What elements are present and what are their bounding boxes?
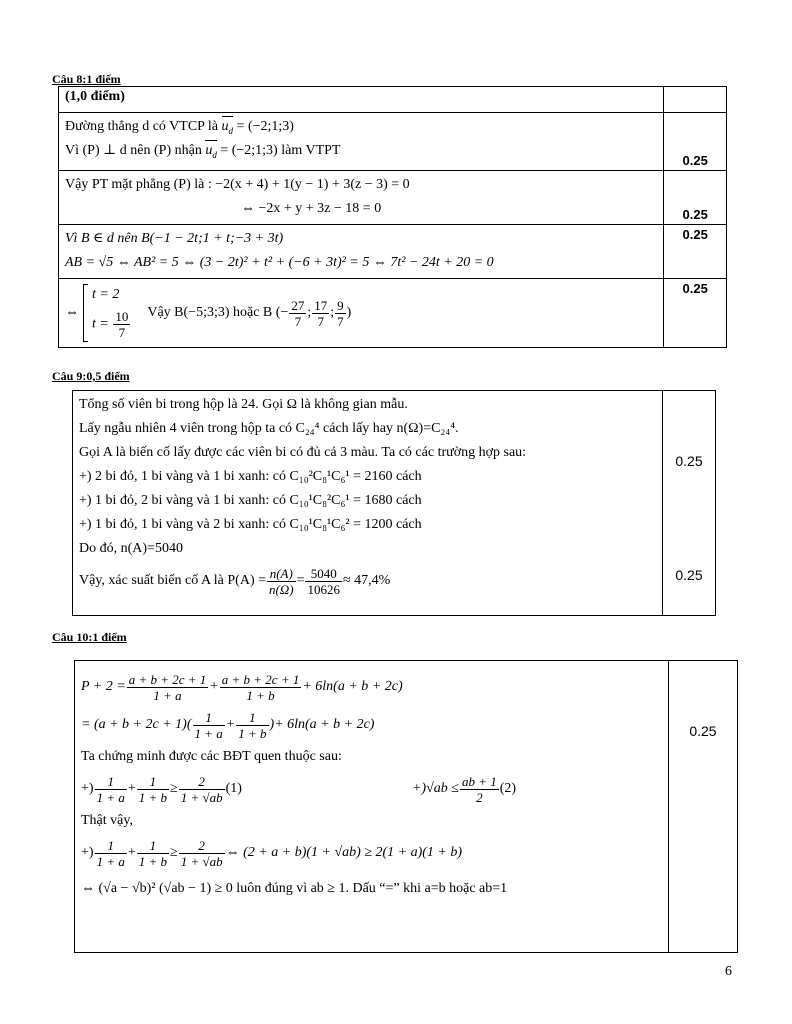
q8-heading: Câu 8:1 điểm — [52, 72, 121, 86]
q8-r1a-text: Đường thẳng d có VTCP là — [65, 119, 219, 134]
q9-score-2: 0.25 — [675, 567, 703, 583]
q10-line-7: ⇔ (√a − √b)² (√ab − 1) ≥ 0 luôn đúng vì ab ≥ 1. Dấu “=” khi a=b hoặc ab=1 — [81, 881, 508, 896]
q8-r1b-eq: = (−2;1;3) làm VTPT — [220, 143, 341, 158]
q8-score-3: 0.25 — [664, 225, 727, 279]
q9-probability-label: Vậy, xác suất biến cố A là P(A) = — [79, 573, 266, 588]
q10-line-2-tail: + 6ln(a + b + 2c) — [274, 717, 375, 732]
q8-score-2: 0.25 — [664, 171, 727, 225]
page-number: 6 — [725, 964, 732, 979]
q8-r1b-text: Vì (P) ⊥ d nên (P) nhận — [65, 143, 202, 158]
q10-line-5: Thật vậy, — [81, 813, 133, 828]
solution-bracket — [83, 284, 88, 342]
vector-u-d: $u_d$ — [222, 115, 234, 143]
q8-conclusion: Vậy B(−5;3;3) hoặc B — [147, 305, 273, 320]
q10-ineq-1-label: (1) — [225, 781, 242, 796]
q9-line-3: Gọi A là biến cố lấy được các viên bi có đủ cả 3 màu. Ta có các trường hợp sau: — [79, 445, 527, 460]
q10-heading: Câu 10:1 điểm — [52, 630, 127, 644]
q8-subheading: (1,0 điểm) — [59, 87, 664, 113]
q10-line-3: Ta chứng minh được các BĐT quen thuộc sau: — [81, 749, 342, 764]
equivalence-symbol: ⇔ — [65, 305, 79, 320]
q9-line-1: Tổng số viên bi trong hộp là 24. Gọi Ω là không gian mẫu. — [79, 397, 408, 412]
vector-u-d-2: $u_d$ — [205, 139, 217, 167]
q10-line-6-tail: ⇔ (2 + a + b)(1 + √ab) ≥ 2(1 + a)(1 + b) — [225, 845, 463, 860]
q8-ab-equation: AB = √5 ⇔ AB² = 5 ⇔ (3 − 2t)² + t² + (−6 + 3t)² = 5 ⇔ 7t² − 24t + 20 = 0 — [65, 255, 494, 270]
q9-score-1: 0.25 — [675, 453, 703, 469]
q8-plane-simplified: ⇔ −2x + y + 3z − 18 = 0 — [241, 201, 382, 216]
q8-t2: t = — [92, 316, 109, 332]
q10-ineq-2-head: +)√ab ≤ — [411, 781, 459, 796]
q9-line-2: Lấy ngẫu nhiên 4 viên trong hộp ta có C₂₄⁴ cách lấy hay n(Ω)=C₂₄⁴. — [79, 421, 459, 436]
q8-plane-equation: Vậy PT mặt phẳng (P) là : −2(x + 4) + 1(y − 1) + 3(z − 3) = 0 — [65, 177, 410, 192]
q8-score-1: 0.25 — [664, 113, 727, 171]
q8-r1a-eq: = (−2;1;3) — [236, 119, 294, 134]
q8-point-b: Vì B ∈ d nên B(−1 − 2t;1 + t;−3 + 3t) — [65, 231, 284, 246]
q9-line-7: Do đó, n(A)=5040 — [79, 541, 183, 556]
q9-line-6: +) 1 bi đỏ, 1 bi vàng và 2 bi xanh: có C₁₀¹C₈¹C₆² = 1200 cách — [79, 517, 422, 532]
q10-p-plus-2: P + 2 = — [81, 679, 126, 694]
q9-heading: Câu 9:0,5 điểm — [52, 369, 130, 383]
q9-line-4: +) 2 bi đỏ, 1 bi vàng và 1 bi xanh: có C₁₀²C₈¹C₆¹ = 2160 cách — [79, 469, 422, 484]
q10-score-1: 0.25 — [668, 661, 737, 953]
q9-table: Tổng số viên bi trong hộp là 24. Gọi Ω là không gian mẫu. Lấy ngẫu nhiên 4 viên trong hộp ta có C₂₄⁴ cách lấy hay n(Ω)=C₂₄⁴. Gọi A là biến cố lấy được các viên bi có đủ cả 3 màu. Ta có các trường hợp sau: +) 2 bi đỏ, 1 bi vàng và 1 bi xanh: có C₁₀²C₈¹C₆¹ = 2160 cách +) 1 bi đỏ, 2 bi vàng và 1 bi xanh: có C₁₀¹C₈²C₆¹ = 1680 cách +) 1 bi đỏ, 1 bi vàng và 2 bi xanh: có C₁₀¹C₈¹C₆² = 1200 cách Do đó, n(A)=5040 Vậy, xác suất biến cố A là P(A) = $\frac{n(A)}{n(\Omega)}$ = $\frac{5040}{10626}$ ≈ 47,4% 0.25 0.25 — [72, 390, 716, 616]
q10-table: P + 2 = $\frac{a + b + 2c + 1}{1 + a}$ + $\frac{a + b + 2c + 1}{1 + b}$ + 6ln(a + b + 2c) = (a + b + 2c + 1) ( $\frac{1}{1 + a}$ + $\frac{1}{1 + b}$ ) + 6ln(a + b + 2c) Ta chứng minh được các BĐT quen thuộc sau: +) $\frac{1}{1 + a}$ + $\frac{1}{1 + b}$ ≥ $\frac{2}{1 + √ab}$ (1) +)√ab ≤ $\frac{ab + 1}{2}$ (2) Thật vậy, +) $\frac{1}{1 + a}$ + $\frac{1}{1 + b}$ ≥ $\frac{2}{1 + √ab}$ ⇔ (2 + a + b)(1 + √ab) ≥ 2(1 + a)(1 + b) ⇔ (√a − √b)² (√ab − 1) ≥ 0 luôn đúng vì ab ≥ 1. Dấu “=” khi a=b hoặc ab=1 0.25 — [74, 660, 738, 953]
q8-score-4: 0.25 — [664, 279, 727, 348]
q9-probability-value: ≈ 47,4% — [342, 573, 391, 588]
q10-ineq-2-label: (2) — [499, 781, 517, 796]
q10-line-2-head: = (a + b + 2c + 1) — [81, 717, 187, 732]
q8-table: (1,0 điểm) Đường thẳng d có VTCP là $u_d$ = (−2;1;3) Vì (P) ⊥ d nên (P) nhận $u_d$ = (−2;1;3) làm VTPT 0.25 Vậy PT mặt phẳng (P) là : −2(x + 4) + 1(y − 1) + 3(z − 3) = 0 ⇔ −2x + y + 3z − 18 = 0 0.25 Vì B ∈ d nên B(−1 − 2t;1 + t;−3 + 3t) AB = √5 ⇔ AB² = 5 ⇔ (3 − 2t)² + t² + (−6 + 3t)² = 5 ⇔ 7t² − 24t + 20 = 0 0.25 ⇔ t = 2 t = $\frac{10}{7}$ Vậy B(−5;3;3) hoặc B (− $\frac{27}{7}$ ; $\frac{17}{7}$ ; $\frac{9}{7}$ ) 0.25 — [58, 86, 727, 348]
q8-t1: t = 2 — [92, 286, 120, 302]
q9-line-5: +) 1 bi đỏ, 2 bi vàng và 1 bi xanh: có C₁₀¹C₈²C₆¹ = 1680 cách — [79, 493, 422, 508]
q10-line-1-tail: + 6ln(a + b + 2c) — [302, 679, 403, 694]
